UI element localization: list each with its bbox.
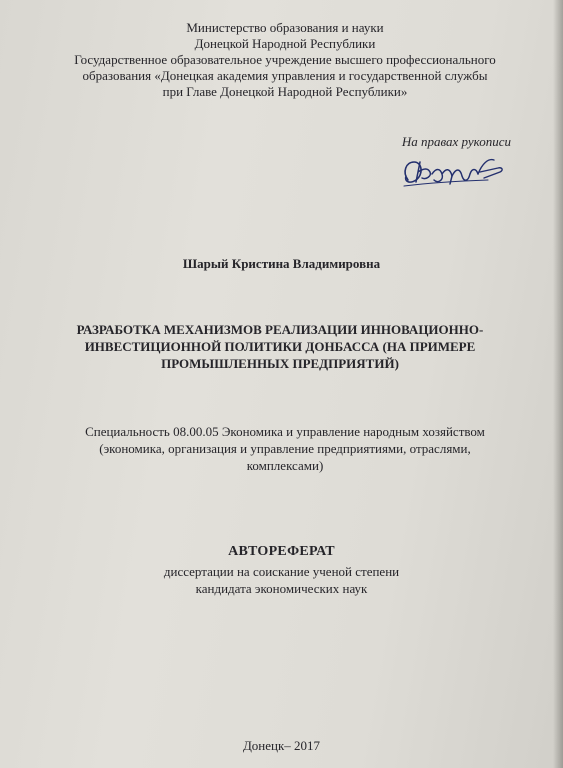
city-year-footer: Донецк– 2017 [242,738,321,753]
title-line-3: ПРОМЫШЛЕННЫХ ПРЕДПРИЯТИЙ) [161,356,399,371]
speciality-block [30,423,540,474]
document-type-heading: АВТОРЕФЕРАТ [228,544,335,559]
author-name: Шарый Кристина Владимировна [182,256,381,271]
dissertation-title [40,321,520,372]
header-line-ministry: Министерство образования и науки [186,20,384,35]
speciality-line-1: Специальность 08.00.05 Экономика и управление народным хозяйством [85,424,485,439]
degree-line-2: кандидата экономических наук [195,581,368,596]
speciality-line-2: (экономика, организация и управление предприятиями, отраслями, [99,441,471,456]
handwritten-signature [398,150,508,192]
header-line-republic: Донецкой Народной Республики [194,36,376,51]
manuscript-note: На правах рукописи [401,134,511,149]
title-line-1: РАЗРАБОТКА МЕХАНИЗМОВ РЕАЛИЗАЦИИ ИННОВАЦИОННО- [76,322,484,337]
speciality-line-3: комплексами) [246,458,324,473]
title-line-2: ИНВЕСТИЦИОННОЙ ПОЛИТИКИ ДОНБАССА (НА ПРИМЕРЕ [84,339,476,354]
institution-header [30,20,540,100]
header-line-head: при Главе Донецкой Народной Республики» [162,84,408,99]
header-line-academy: образования «Донецкая академия управления и государственной службы [82,68,488,83]
degree-line-1: диссертации на соискание ученой степени [163,564,400,579]
degree-block [0,563,563,597]
header-line-institution: Государственное образовательное учреждение высшего профессионального [74,52,496,67]
